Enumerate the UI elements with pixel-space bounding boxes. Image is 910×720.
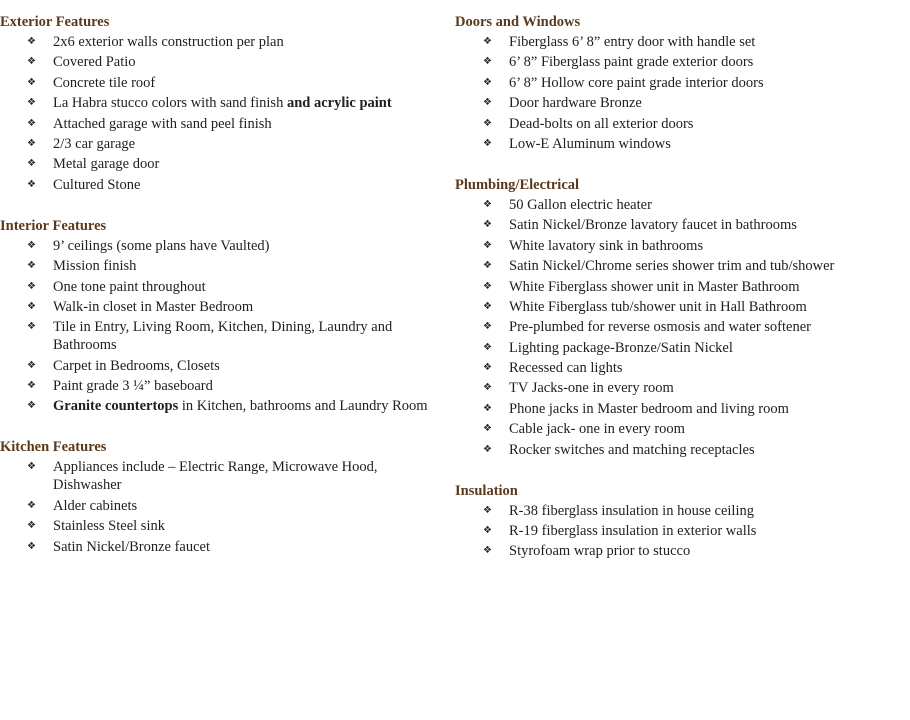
list-item: ❖ Metal garage door: [27, 156, 160, 173]
insulation-section: [455, 481, 905, 561]
plumbing-list: [455, 196, 905, 459]
diamond-star-icon: ❖: [483, 137, 492, 149]
diamond-star-icon: ❖: [483, 36, 492, 47]
diamond-star-icon: ❖: [483, 97, 492, 109]
list-item: ❖ Appliances include – Electric Range, Microwave Hood, Dishwasher: [27, 459, 378, 494]
diamond-star-icon: ❖: [483, 545, 492, 557]
list-item: ❖ Lighting package-Bronze/Satin Nickel: [483, 339, 733, 356]
diamond-star-icon: ❖: [27, 300, 36, 312]
diamond-star-icon: ❖: [27, 359, 36, 371]
list-item: ❖ 2x6 exterior walls construction per plan: [27, 34, 284, 50]
diamond-star-icon: ❖: [27, 117, 36, 129]
list-item: ❖ R-19 fiberglass insulation in exterior walls: [483, 523, 757, 540]
list-item: ❖ La Habra stucco colors with sand finish and acrylic paint: [27, 95, 392, 112]
list-item: ❖ One tone paint throughout: [27, 278, 206, 295]
kitchen-features-section: [0, 437, 430, 555]
section-title-exterior: Exterior Features: [0, 14, 110, 30]
list-item: ❖ Tile in Entry, Living Room, Kitchen, Dining, Laundry and Bathrooms: [27, 319, 393, 354]
diamond-star-icon: ❖: [27, 461, 36, 473]
diamond-star-icon: ❖: [27, 36, 36, 47]
doors-windows-section: [455, 12, 905, 153]
diamond-star-icon: ❖: [27, 178, 36, 190]
list-item: ❖ Attached garage with sand peel finish: [27, 115, 272, 132]
list-item: ❖ Satin Nickel/Bronze lavatory faucet in bathrooms: [483, 217, 797, 234]
list-item: ❖ Covered Patio: [27, 54, 136, 71]
diamond-star-icon: ❖: [483, 56, 492, 68]
insulation-list: [455, 502, 905, 561]
list-item: ❖ Alder cabinets: [27, 497, 138, 514]
right-column: [455, 12, 905, 582]
diamond-star-icon: ❖: [27, 158, 36, 170]
diamond-star-icon: ❖: [27, 400, 36, 412]
diamond-star-icon: ❖: [27, 260, 36, 272]
list-item: ❖ Granite countertops in Kitchen, bathrooms and Laundry Room: [27, 398, 428, 415]
section-title-interior: Interior Features: [0, 217, 107, 234]
diamond-star-icon: ❖: [27, 56, 36, 68]
list-item: ❖ Carpet in Bedrooms, Closets: [27, 357, 220, 374]
list-item: ❖ White lavatory sink in bathrooms: [483, 237, 704, 254]
list-item: ❖ Rocker switches and matching receptacles: [483, 441, 755, 458]
list-item: ❖ White Fiberglass shower unit in Master Bathroom: [483, 278, 800, 295]
diamond-star-icon: ❖: [483, 362, 492, 374]
plumbing-electrical-section: [455, 175, 905, 459]
diamond-star-icon: ❖: [27, 499, 36, 511]
diamond-star-icon: ❖: [483, 280, 492, 292]
diamond-star-icon: ❖: [483, 504, 492, 516]
list-item: ❖ Door hardware Bronze: [483, 95, 642, 112]
list-item: ❖ Paint grade 3 ¼” baseboard: [27, 378, 213, 395]
diamond-star-icon: ❖: [27, 520, 36, 532]
diamond-star-icon: ❖: [483, 382, 492, 394]
diamond-star-icon: ❖: [483, 402, 492, 414]
list-item: ❖ Cable jack- one in every room: [483, 421, 685, 438]
section-title-plumbing: Plumbing/Electrical: [455, 176, 580, 193]
list-item: ❖ R-38 fiberglass insulation in house ceiling: [483, 502, 754, 519]
list-item: ❖ 2/3 car garage: [27, 135, 136, 152]
list-item: ❖ Fiberglass 6’ 8” entry door with handle set: [483, 34, 756, 50]
list-item: ❖ White Fiberglass tub/shower unit in Hall Bathroom: [483, 298, 807, 315]
list-item: ❖ Stainless Steel sink: [27, 518, 165, 535]
list-item: ❖ Cultured Stone: [27, 176, 141, 193]
list-item: ❖ 6’ 8” Fiberglass paint grade exterior doors: [483, 54, 754, 71]
diamond-star-icon: ❖: [483, 321, 492, 333]
diamond-star-icon: ❖: [483, 198, 492, 210]
list-item: ❖ Concrete tile roof: [27, 74, 156, 91]
list-item: ❖ Satin Nickel/Chrome series shower trim and tub/shower: [483, 258, 835, 275]
diamond-star-icon: ❖: [483, 219, 492, 231]
diamond-star-icon: ❖: [483, 239, 492, 251]
diamond-star-icon: ❖: [483, 525, 492, 537]
section-title-insulation: Insulation: [455, 482, 518, 499]
list-item: ❖ Dead-bolts on all exterior doors: [483, 115, 694, 132]
section-title-doors: Doors and Windows: [455, 14, 581, 30]
diamond-star-icon: ❖: [483, 76, 492, 88]
diamond-star-icon: ❖: [27, 239, 36, 251]
list-item: ❖ 50 Gallon electric heater: [483, 196, 652, 213]
interior-list: [0, 237, 430, 416]
diamond-star-icon: ❖: [27, 540, 36, 552]
list-item: ❖ 9’ ceilings (some plans have Vaulted): [27, 237, 270, 254]
list-item: ❖ Styrofoam wrap prior to stucco: [483, 543, 691, 560]
list-item: ❖ Low-E Aluminum windows: [483, 135, 671, 152]
diamond-star-icon: ❖: [483, 260, 492, 272]
list-item: ❖ Mission finish: [27, 258, 137, 275]
diamond-star-icon: ❖: [483, 117, 492, 129]
list-item: ❖ Phone jacks in Master bedroom and living room: [483, 400, 789, 417]
left-column: [0, 12, 430, 578]
diamond-star-icon: ❖: [483, 443, 492, 455]
kitchen-list: [0, 458, 430, 555]
list-item: ❖ Pre-plumbed for reverse osmosis and water softener: [483, 319, 811, 336]
list-item: ❖ Walk-in closet in Master Bedroom: [27, 298, 254, 315]
diamond-star-icon: ❖: [483, 300, 492, 312]
diamond-star-icon: ❖: [27, 380, 36, 392]
diamond-star-icon: ❖: [483, 423, 492, 435]
list-item: ❖ TV Jacks-one in every room: [483, 380, 674, 397]
exterior-list: [0, 33, 430, 194]
section-title-kitchen: Kitchen Features: [0, 439, 107, 456]
diamond-star-icon: ❖: [27, 280, 36, 292]
exterior-features-section: [0, 12, 430, 194]
list-item: ❖ Satin Nickel/Bronze faucet: [27, 538, 211, 555]
diamond-star-icon: ❖: [483, 341, 492, 353]
diamond-star-icon: ❖: [27, 321, 36, 333]
interior-features-section: [0, 216, 430, 416]
diamond-star-icon: ❖: [27, 76, 36, 88]
diamond-star-icon: ❖: [27, 137, 36, 149]
list-item: ❖ 6’ 8” Hollow core paint grade interior doors: [483, 74, 764, 91]
list-item: ❖ Recessed can lights: [483, 360, 623, 377]
diamond-star-icon: ❖: [27, 97, 36, 109]
doors-list: [455, 33, 905, 153]
